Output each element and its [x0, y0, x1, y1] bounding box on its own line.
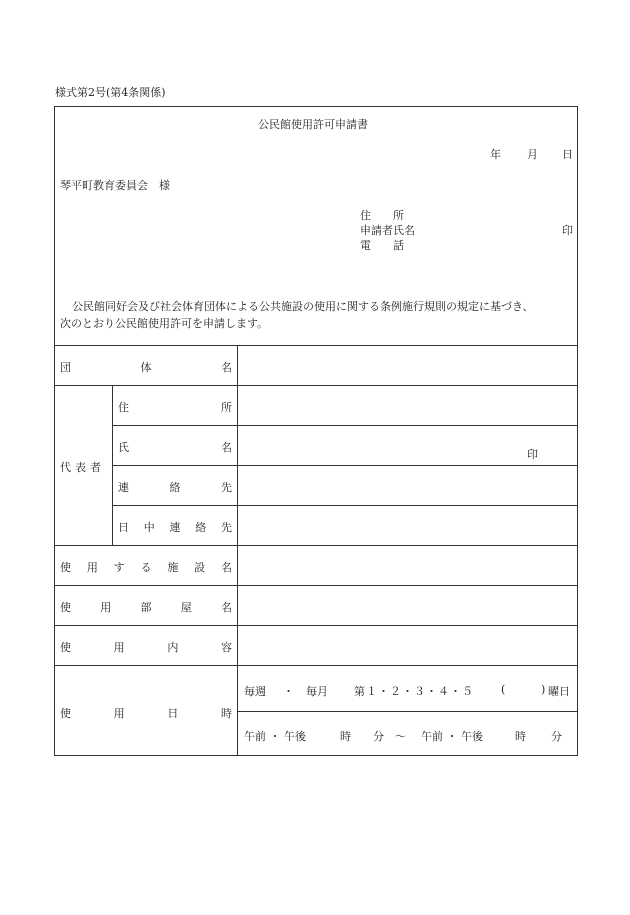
- time-ampm-end[interactable]: 午前 ・ 午後: [421, 730, 483, 743]
- applicant-address-label: 住 所: [360, 209, 404, 222]
- time-hour-start: 時: [340, 730, 351, 743]
- time-minute-start: 分: [373, 730, 384, 743]
- representative-label: 代表者: [60, 461, 105, 474]
- rep-name-seal: 印: [527, 448, 538, 461]
- schedule-dot: ・: [283, 685, 294, 698]
- time-ampm-start[interactable]: 午前 ・ 午後: [244, 730, 306, 743]
- application-form: [54, 106, 578, 756]
- rep-name-label: 氏 名: [118, 441, 232, 454]
- form-title: 公民館使用許可申請書: [258, 118, 368, 131]
- room-label: 使 用 部 屋 名: [60, 601, 232, 614]
- time-range-tilde: 〜: [395, 730, 406, 743]
- time-hour-end: 時: [515, 730, 526, 743]
- facility-label: 使 用 す る 施 設 名: [60, 561, 232, 574]
- date-month-label: 月: [527, 148, 538, 161]
- schedule-nth-week[interactable]: 第１・２・３・４・５: [354, 685, 474, 698]
- schedule-paren-open: (: [501, 683, 506, 696]
- rep-address-label: 住 所: [118, 401, 232, 414]
- datetime-label: 使 用 日 時: [60, 707, 232, 720]
- applicant-phone-label: 電 話: [360, 239, 404, 252]
- group-name-label: 団 体 名: [60, 361, 232, 374]
- schedule-weekly[interactable]: 毎週: [244, 685, 266, 698]
- date-year-label: 年: [490, 148, 501, 161]
- schedule-weekday-suffix: 曜日: [548, 685, 570, 698]
- body-text-line1: 公民館同好会及び社会体育団体による公共施設の使用に関する条例施行規則の規定に基づき、: [72, 300, 534, 313]
- addressee: 琴平町教育委員会 様: [60, 179, 170, 192]
- applicant-name-label: 申請者氏名: [360, 224, 415, 237]
- applicant-seal: 印: [562, 224, 573, 237]
- date-day-label: 日: [562, 148, 573, 161]
- form-reference: 様式第2号(第4条関係): [55, 86, 166, 99]
- content-label: 使 用 内 容: [60, 641, 232, 654]
- time-minute-end: 分: [551, 730, 562, 743]
- schedule-monthly[interactable]: 毎月: [306, 685, 328, 698]
- rep-contact-label: 連 絡 先: [118, 481, 232, 494]
- rep-day-contact-label: 日 中 連 絡 先: [118, 521, 232, 534]
- body-text-line2: 次のとおり公民館使用許可を申請します。: [60, 317, 269, 330]
- schedule-paren-close: ): [541, 683, 546, 696]
